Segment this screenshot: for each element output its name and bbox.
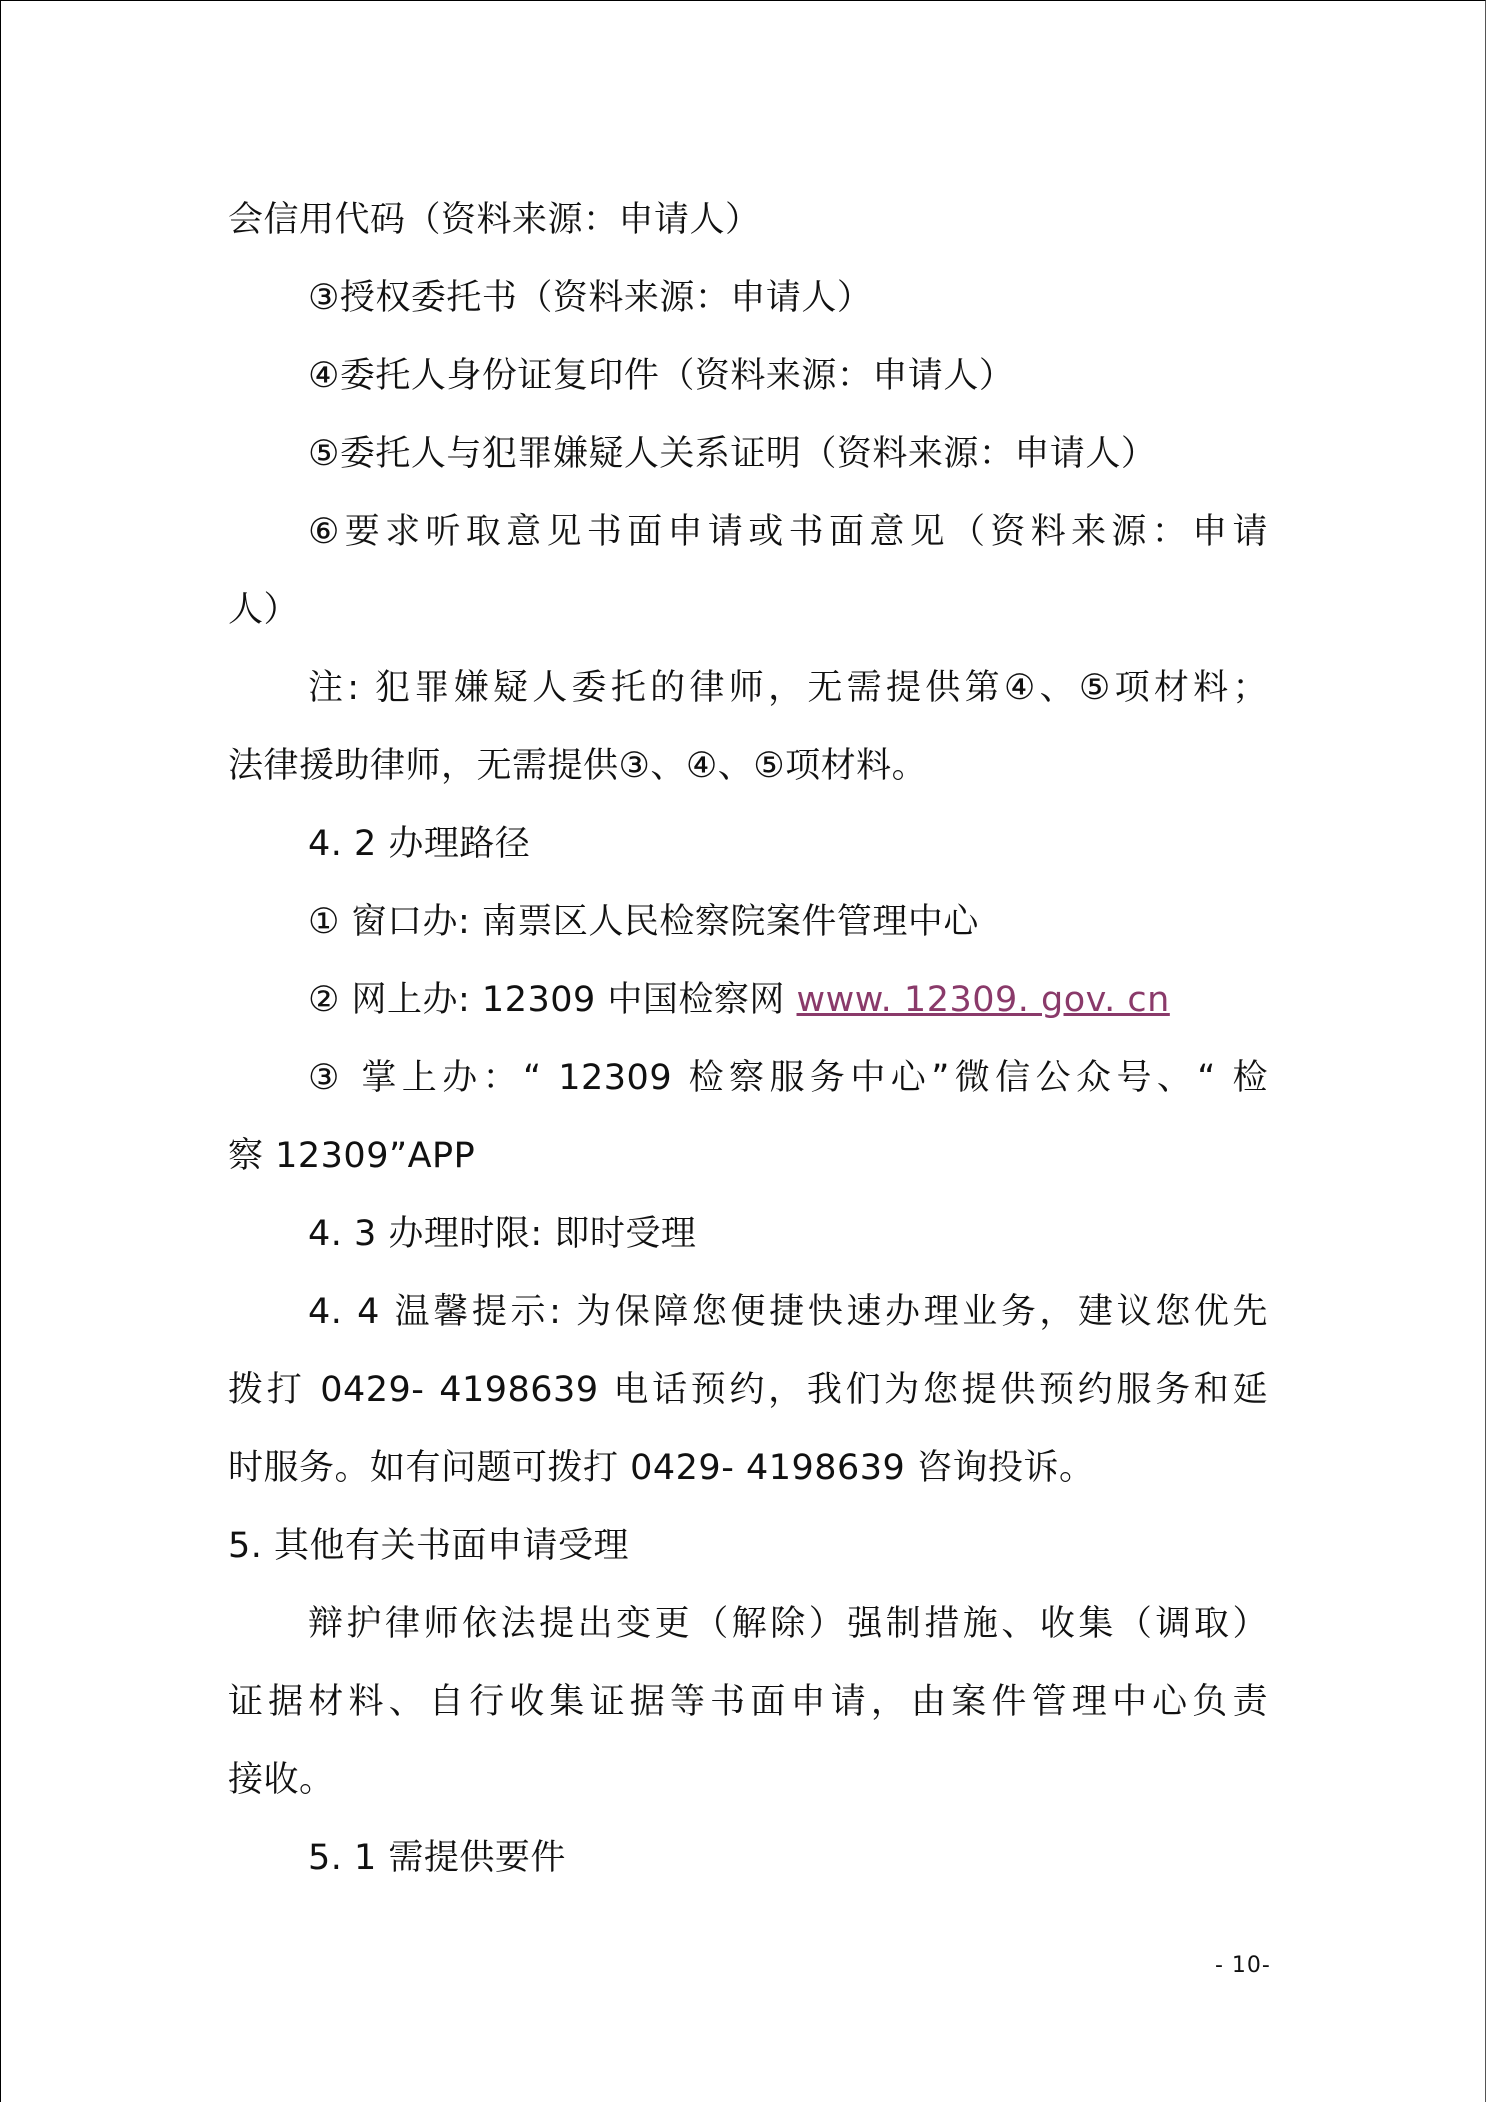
website-link[interactable]: www. 12309. gov. cn [796,980,1170,1020]
section-heading-4-3: 4. 3 办理时限: 即时受理 [308,1214,697,1254]
document-body [228,181,1268,1897]
section-heading-5-1: 5. 1 需提供要件 [308,1838,566,1878]
window-office-line: ① 窗口办: 南票区人民检察院案件管理中心 [308,902,979,942]
paragraph-5-line-2: 证据材料、自行收集证据等书面申请，由案件管理中心负责 [228,1682,1268,1722]
text-line-2: ③授权委托书（资料来源：申请人） [308,278,873,318]
online-office-line [228,961,1268,1039]
tip-line-1: 4. 4 温馨提示: 为保障您便捷快速办理业务，建议您优先 [308,1292,1268,1332]
tip-line-2: 拨打 0429- 4198639 电话预约，我们为您提供预约服务和延 [228,1370,1268,1410]
paragraph-5-line-1: 辩护律师依法提出变更（解除）强制措施、收集（调取） [308,1604,1268,1644]
text-line-1: 会信用代码（资料来源：申请人） [228,200,761,240]
tip-line-3: 时服务。如有问题可拨打 0429- 4198639 咨询投诉。 [228,1448,1095,1488]
online-office-label: ② 网上办: 12309 中国检察网 [308,980,797,1020]
text-line-3: ④委托人身份证复印件（资料来源：申请人） [308,356,1015,396]
section-heading-5: 5. 其他有关书面申请受理 [228,1526,630,1566]
mobile-office-line-2: 察 12309”APP [228,1136,476,1176]
text-line-5: ⑥要求听取意见书面申请或书面意见（资料来源：申请 [308,512,1268,552]
text-line-4: ⑤委托人与犯罪嫌疑人关系证明（资料来源：申请人） [308,434,1157,474]
note-line-1: 注: 犯罪嫌疑人委托的律师，无需提供第④、⑤项材料； [308,668,1268,708]
note-line-2: 法律援助律师，无需提供③、④、⑤项材料。 [228,746,928,786]
text-line-6: 人） [228,590,300,630]
mobile-office-line-1: ③ 掌上办：“ 12309 检察服务中心”微信公众号、“ 检 [308,1058,1268,1098]
page-number: - 10- [1215,1953,1271,1978]
paragraph-5-line-3: 接收。 [228,1760,335,1800]
section-heading-4-2: 4. 2 办理路径 [308,824,531,864]
